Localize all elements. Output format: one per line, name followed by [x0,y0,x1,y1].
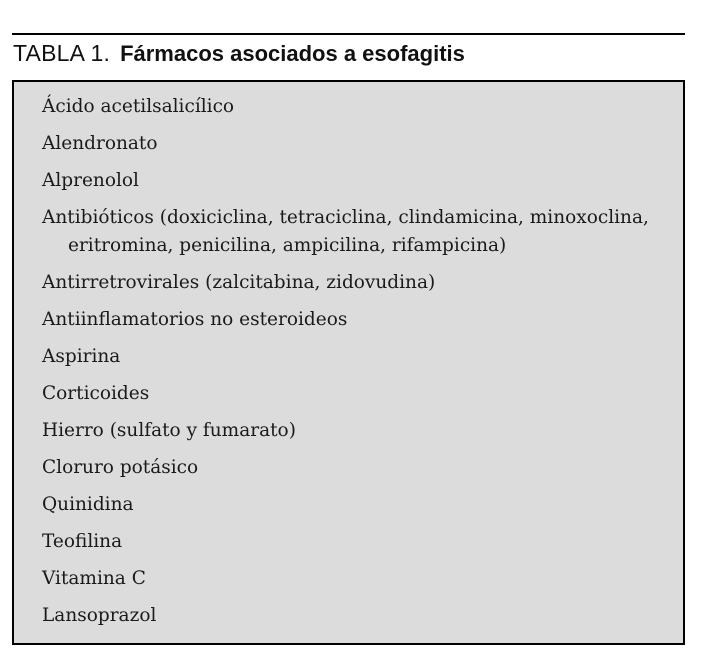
top-rule [12,33,685,35]
table-caption [13,40,465,70]
list-item: Teofilina [42,531,123,552]
list-item: Corticoides [42,383,150,404]
drug-table [12,80,685,645]
list-item: Hierro (sulfato y fumarato) [42,420,296,441]
list-item: Vitamina C [42,568,146,589]
list-item: Alprenolol [42,170,139,191]
list-item: Lansoprazol [42,605,157,626]
list-item: Alendronato [42,133,158,154]
list-item: Aspirina [42,346,121,367]
list-item: Ácido acetilsalicílico [42,96,235,117]
list-item: Antirretrovirales (zalcitabina, zidovudina) [42,272,436,293]
drug-list [42,93,672,639]
list-item: Antiinflamatorios no esteroideos [42,309,348,330]
table-label: TABLA 1. [13,40,111,66]
list-item: Antibióticos (doxiciclina, tetraciclina, clindamicina, minoxoclina, eritromina, penicilina, ampicilina, rifampicina) [42,207,649,256]
list-item: Quinidina [42,494,134,515]
table-title: Fármacos asociados a esofagitis [120,41,465,66]
list-item: Cloruro potásico [42,457,199,478]
